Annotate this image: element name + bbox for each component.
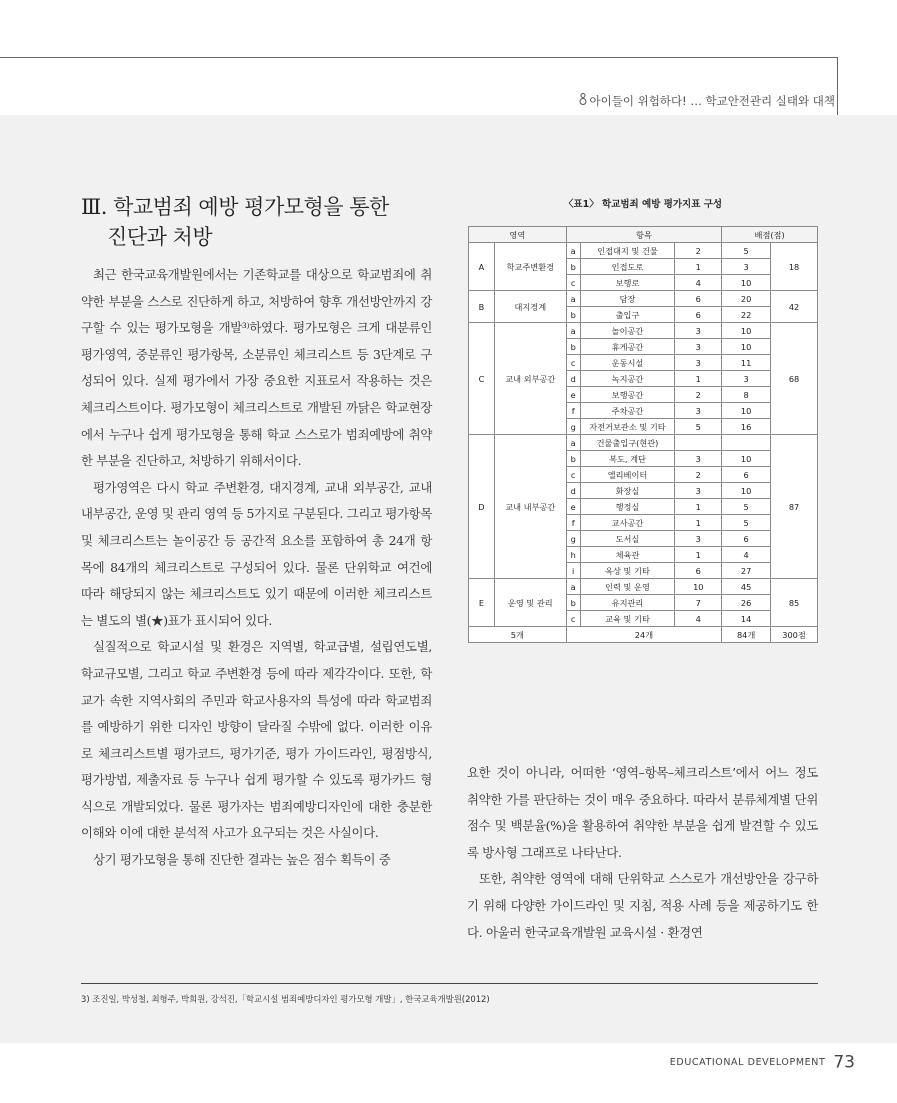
item-name: 보행공간 — [580, 387, 675, 403]
section-title-line2: 진단과 처방 — [107, 225, 213, 249]
item-name: 옥상 및 기타 — [580, 563, 675, 579]
paragraph: 실질적으로 학교시설 및 환경은 지역별, 학교급별, 설립연도별, 학교규모별, 그리고 학교 주변환경 등에 따라 제각각이다. 또한, 학교가 속한 지역사회의 주민과 학교사용자의 특성에 따라 학교범죄를 예방하기 위한 디자인 방향이 달라질 수밖에 없다. 이러한 이유로 체크리스트별 평가코드, 평가기준, 평가 가이드라인, 평점방식, 평가방법, 제출자료 등 누구나 쉽게 평가할 수 있도록 평가카드 형식으로 개발되었다. 물론 평가자는 범죄예방디자인에 대한 충분한 이해와 이에 대한 분석적 사고가 요구되는 것은 사실이다. — [81, 639, 432, 841]
item-score: 10 — [722, 451, 771, 467]
area-total: 87 — [771, 435, 818, 579]
table-header-row — [469, 227, 818, 243]
checklist-count: 1 — [675, 515, 722, 531]
item-key: b — [566, 259, 580, 275]
item-key: a — [566, 579, 580, 595]
page-footer — [670, 1052, 855, 1073]
checklist-count: 6 — [675, 307, 722, 323]
area-name: 교내 외부공간 — [494, 323, 566, 435]
right-column — [467, 760, 818, 946]
checklist-count: 3 — [675, 355, 722, 371]
checklist-count: 3 — [675, 323, 722, 339]
evaluation-index-table — [468, 226, 818, 643]
checklist-count: 3 — [675, 451, 722, 467]
table-row — [469, 435, 818, 451]
item-score: 10 — [722, 339, 771, 355]
checklist-count — [675, 435, 722, 451]
item-name: 담장 — [580, 291, 675, 307]
checklist-count: 2 — [675, 387, 722, 403]
item-name: 체육관 — [580, 547, 675, 563]
checklist-count: 5 — [675, 419, 722, 435]
item-score: 20 — [722, 291, 771, 307]
item-name: 화장실 — [580, 483, 675, 499]
item-key: d — [566, 371, 580, 387]
section-title-line1: Ⅲ. 학교범죄 예방 평가모형을 통한 — [81, 195, 389, 219]
item-score: 6 — [722, 467, 771, 483]
item-key: a — [566, 323, 580, 339]
item-key: c — [566, 275, 580, 291]
item-score: 10 — [722, 323, 771, 339]
item-key: b — [566, 451, 580, 467]
area-code: D — [469, 435, 495, 579]
section-title — [81, 192, 389, 252]
item-key: c — [566, 355, 580, 371]
item-score: 16 — [722, 419, 771, 435]
checklist-count: 6 — [675, 291, 722, 307]
item-key: a — [566, 435, 580, 451]
item-score: 6 — [722, 531, 771, 547]
item-name: 교사공간 — [580, 515, 675, 531]
checklist-count: 3 — [675, 483, 722, 499]
item-key: f — [566, 403, 580, 419]
total-items: 24개 — [566, 627, 722, 643]
item-name: 출입구 — [580, 307, 675, 323]
paragraph: 요한 것이 아니라, 어떠한 ‘영역–항목–체크리스트’에서 어느 정도 취약한 가를 판단하는 것이 매우 중요하다. 따라서 분류체계별 단위점수 및 백분율(%)을 활용하여 취약한 부분을 쉽게 발견할 수 있도록 방사형 그래프로 나타난다. — [467, 765, 818, 860]
item-score: 11 — [722, 355, 771, 371]
item-name: 운동시설 — [580, 355, 675, 371]
item-score: 10 — [722, 403, 771, 419]
checklist-count: 4 — [675, 275, 722, 291]
top-rule-corner — [837, 57, 838, 115]
checklist-count: 1 — [675, 547, 722, 563]
checklist-count: 10 — [675, 579, 722, 595]
running-header-text: 아이들이 위험하다! … 학교안전관리 실태와 대책 — [589, 94, 835, 108]
checklist-count: 7 — [675, 595, 722, 611]
total-checklists: 84개 — [722, 627, 771, 643]
item-score: 22 — [722, 307, 771, 323]
item-key: g — [566, 419, 580, 435]
item-key: f — [566, 515, 580, 531]
item-name: 놀이공간 — [580, 323, 675, 339]
item-name: 인접도로 — [580, 259, 675, 275]
item-score — [722, 435, 771, 451]
checklist-count: 4 — [675, 611, 722, 627]
item-key: b — [566, 595, 580, 611]
checklist-count: 2 — [675, 243, 722, 259]
page-number: 73 — [833, 1052, 855, 1073]
area-code: E — [469, 579, 495, 627]
checklist-count: 6 — [675, 563, 722, 579]
area-code: B — [469, 291, 495, 323]
item-key: h — [566, 547, 580, 563]
checklist-count: 2 — [675, 467, 722, 483]
area-code: C — [469, 323, 495, 435]
item-score: 5 — [722, 243, 771, 259]
footer-label: EDUCATIONAL DEVELOPMENT — [669, 1057, 826, 1068]
total-areas: 5개 — [469, 627, 567, 643]
header-item: 항목 — [566, 227, 722, 243]
running-header — [579, 93, 835, 109]
table-row — [469, 291, 818, 307]
checklist-count: 3 — [675, 403, 722, 419]
item-name: 유지관리 — [580, 595, 675, 611]
item-key: b — [566, 307, 580, 323]
paragraph: 상기 평가모형을 통해 진단한 결과는 높은 점수 획득이 중 — [93, 852, 391, 868]
top-rule — [0, 57, 838, 58]
item-name: 복도, 계단 — [580, 451, 675, 467]
item-name: 도서실 — [580, 531, 675, 547]
item-score: 14 — [722, 611, 771, 627]
item-score: 3 — [722, 259, 771, 275]
item-key: a — [566, 243, 580, 259]
checklist-count: 1 — [675, 499, 722, 515]
area-total: 18 — [771, 243, 818, 291]
footnote-rule — [81, 983, 818, 984]
item-name: 건물출입구(현관) — [580, 435, 675, 451]
item-key: e — [566, 499, 580, 515]
item-name: 보행로 — [580, 275, 675, 291]
total-score: 300점 — [771, 627, 818, 643]
item-name: 인력 및 운영 — [580, 579, 675, 595]
header-score: 배점(점) — [722, 227, 818, 243]
paragraph: 평가영역은 다시 학교 주변환경, 대지경계, 교내 외부공간, 교내 내부공간, 운영 및 관리 영역 등 5가지로 구분된다. 그리고 평가항목 및 체크리스트는 놀이공간 등 공간적 요소를 포함하여 총 24개 항목에 84개의 체크리스트로 구성되어 있다. 물론 단위학교 여건에 따라 해당되지 않는 체크리스트도 있기 때문에 이러한 체크리스트는 별도의 별(★)표가 표시되어 있다. — [81, 479, 433, 628]
child-figure-icon — [579, 93, 587, 108]
item-score: 10 — [722, 483, 771, 499]
item-name: 휴게공간 — [580, 339, 675, 355]
item-key: e — [566, 387, 580, 403]
item-name: 교육 및 기타 — [580, 611, 675, 627]
item-score: 26 — [722, 595, 771, 611]
area-name: 학교주변환경 — [494, 243, 566, 291]
item-score: 4 — [722, 547, 771, 563]
area-name: 대지경계 — [494, 291, 566, 323]
area-name: 운영 및 관리 — [494, 579, 566, 627]
item-key: c — [566, 611, 580, 627]
area-total: 68 — [771, 323, 818, 435]
item-key: b — [566, 339, 580, 355]
item-key: d — [566, 483, 580, 499]
paragraph: 또한, 취약한 영역에 대해 단위학교 스스로가 개선방안을 강구하기 위해 다양한 가이드라인 및 지침, 적용 사례 등을 제공하기도 한다. 아울러 한국교육개발원 교육시설 · 환경연 — [467, 871, 818, 940]
item-key: c — [566, 467, 580, 483]
item-name: 자전거보관소 및 기타 — [580, 419, 675, 435]
item-name: 주차공간 — [580, 403, 675, 419]
area-code: A — [469, 243, 495, 291]
area-total: 42 — [771, 291, 818, 323]
paragraph: 최근 한국교육개발원에서는 기존학교를 대상으로 학교범죄에 취약한 부분을 스스로 진단하게 하고, 처방하여 향후 개선방안까지 강구할 수 있는 평가모형을 개발³⁾하였다. 평가모형은 크게 대분류인 평가영역, 중분류인 평가항목, 소분류인 체크리스트 등 3단계로 구성되어 있다. 실제 평가에서 가장 중요한 지표로서 작용하는 것은 체크리스트이다. 평가모형이 체크리스트로 개발된 까닭은 학교현장에서 누구나 쉽게 평가모형을 통해 학교 스스로가 범죄예방에 취약한 부분을 진단하고, 처방하기 위해서이다. — [81, 267, 432, 469]
item-score: 8 — [722, 387, 771, 403]
item-key: a — [566, 291, 580, 307]
item-name: 엘리베이터 — [580, 467, 675, 483]
item-score: 10 — [722, 275, 771, 291]
table-row — [469, 323, 818, 339]
item-key: g — [566, 531, 580, 547]
table-row — [469, 579, 818, 595]
item-score: 5 — [722, 499, 771, 515]
item-score: 3 — [722, 371, 771, 387]
item-score: 45 — [722, 579, 771, 595]
checklist-count: 1 — [675, 259, 722, 275]
checklist-count: 1 — [675, 371, 722, 387]
table-total-row — [469, 627, 818, 643]
footnote: 3) 조진일, 박성철, 최형주, 박희원, 강석진,「학교시설 범죄예방디자인 평가모형 개발」, 한국교육개발원(2012) — [81, 994, 490, 1004]
left-column — [81, 262, 432, 874]
item-name: 행정실 — [580, 499, 675, 515]
item-score: 5 — [722, 515, 771, 531]
checklist-count: 3 — [675, 531, 722, 547]
item-name: 인접대지 및 건물 — [580, 243, 675, 259]
item-key: i — [566, 563, 580, 579]
table-row — [469, 243, 818, 259]
item-score: 27 — [722, 563, 771, 579]
area-total: 85 — [771, 579, 818, 627]
area-name: 교내 내부공간 — [494, 435, 566, 579]
item-name: 녹지공간 — [580, 371, 675, 387]
header-area: 영역 — [469, 227, 567, 243]
checklist-count: 3 — [675, 339, 722, 355]
table-caption: 〈표1〉 학교범죄 예방 평가지표 구성 — [563, 199, 723, 210]
